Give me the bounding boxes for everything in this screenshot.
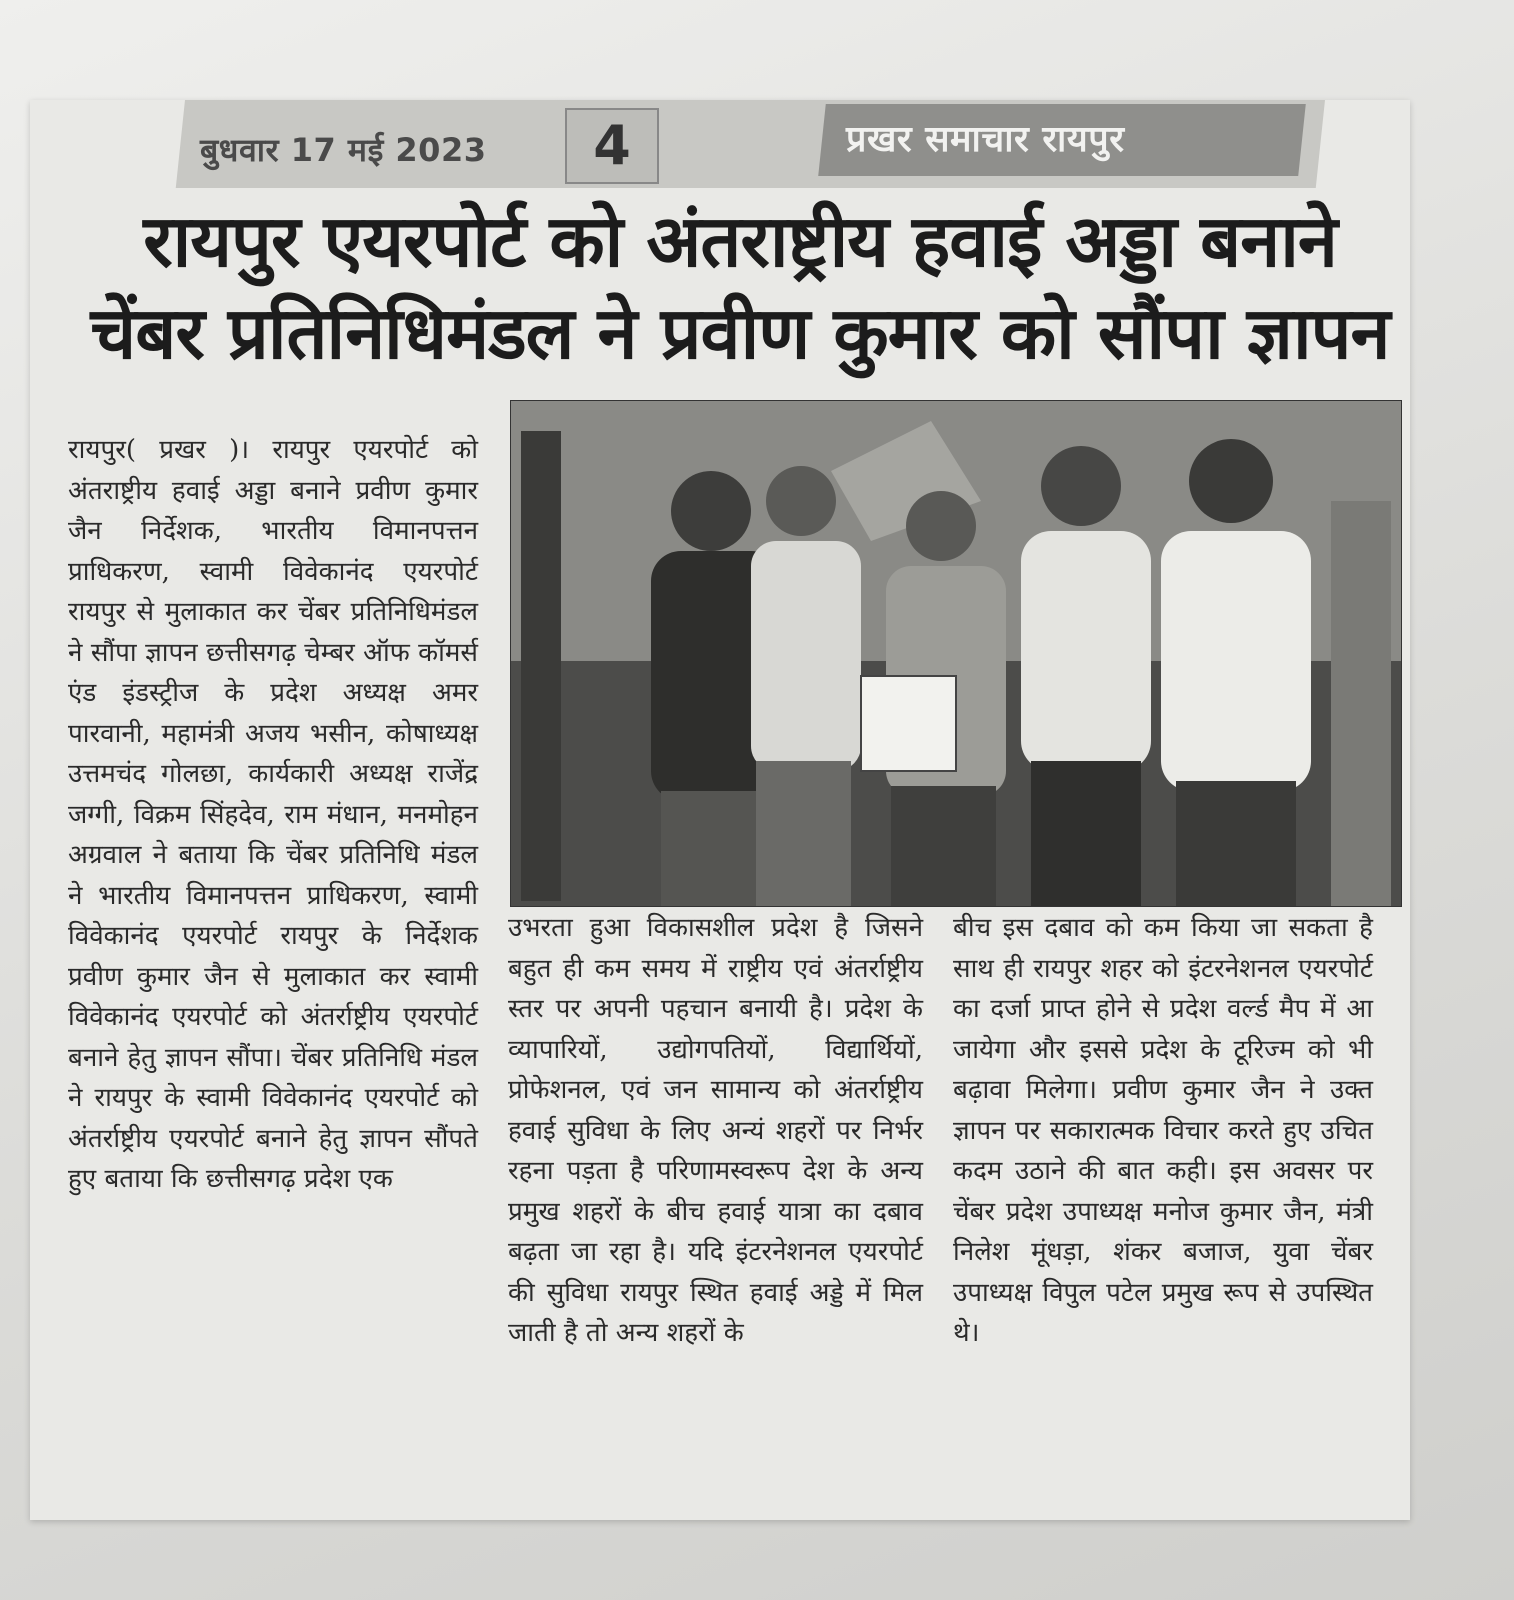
article-column-3: बीच इस दबाव को कम किया जा सकता है साथ ही रायपुर शहर को इंटरनेशनल एयरपोर्ट का दर्जा प्राप्त होने से प्रदेश वर्ल्ड मैप में आ जायेगा और इससे प्रदेश के टूरिज्म को भी बढ़ावा मिलेगा। प्रवीण कुमार जैन ने उक्त ज्ञापन पर सकारात्मक विचार करते हुए उचित कदम उठाने की बात कही। इस अवसर पर चेंबर प्रदेश उपाध्यक्ष मनोज कुमार जैन, मंत्री निलेश मूंधड़ा, शंकर बजाज, युवा चेंबर उपाध्यक्ष विपुल पटेल प्रमुख रूप से उपस्थित थे। bbox=[953, 913, 1373, 1348]
headline-line-1: रायपुर एयरपोर्ट को अंतराष्ट्रीय हवाई अड्डा बनाने bbox=[143, 199, 1337, 283]
page-number: 4 bbox=[565, 108, 659, 184]
issue-date: बुधवार 17 मई 2023 bbox=[200, 131, 487, 169]
article-column-2: उभरता हुआ विकासशील प्रदेश है जिसने बहुत ही कम समय में राष्ट्रीय एवं अंतर्राष्ट्रीय स्तर पर अपनी पहचान बनायी है। प्रदेश के व्यापारियों, उद्योगपतियों, विद्यार्थियों, प्रोफेशनल, एवं जन सामान्य को अंतर्राष्ट्रीय हवाई सुविधा के लिए अन्यं शहरों पर निर्भर रहना पड़ता है परिणामस्वरूप देश के अन्य प्रमुख शहरों के बीच हवाई यात्रा का दबाव बढ़ता जा रहा है। यदि इंटरनेशनल एयरपोर्ट की सुविधा रायपुर स्थित हवाई अड्डे में मिल जाती है तो अन्य शहरों के bbox=[508, 913, 923, 1348]
news-photo bbox=[510, 400, 1402, 907]
headline bbox=[70, 195, 1410, 379]
article-column-1: रायपुर( प्रखर )। रायपुर एयरपोर्ट को अंतराष्ट्रीय हवाई अड्डा बनाने प्रवीण कुमार जैन निर्देशक, भारतीय विमानपत्तन प्राधिकरण, स्वामी विवेकानंद एयरपोर्ट रायपुर से मुलाकात कर चेंबर प्रतिनिधिमंडल ने सौंपा ज्ञापन छत्तीसगढ़ चेम्बर ऑफ कॉमर्स एंड इंडस्ट्रीज के प्रदेश अध्यक्ष अमर पारवानी, महामंत्री अजय भसीन, कोषाध्यक्ष उत्तमचंद गोलछा, कार्यकारी अध्यक्ष राजेंद्र जग्गी, विक्रम सिंहदेव, राम मंधान, मनमोहन अग्रवाल ने बताया कि चेंबर प्रतिनिधि मंडल ने भारतीय विमानपत्तन प्राधिकरण, स्वामी विवेकानंद एयरपोर्ट रायपुर के निर्देशक प्रवीण कुमार जैन से मुलाकात कर स्वामी विवेकानंद एयरपोर्ट को अंतर्राष्ट्रीय एयरपोर्ट बनाने हेतु ज्ञापन सौंपा। चेंबर प्रतिनिधि मंडल ने रायपुर के स्वामी विवेकानंद एयरपोर्ट को अंतर्राष्ट्रीय एयरपोर्ट बनाने हेतु ज्ञापन सौंपते हुए बताया कि छत्तीसगढ़ प्रदेश एक bbox=[68, 435, 478, 1194]
newspaper-nameplate bbox=[818, 104, 1306, 176]
headline-line-2: चेंबर प्रतिनिधिमंडल ने प्रवीण कुमार को सौंपा ज्ञापन bbox=[90, 291, 1390, 375]
photo-illustration bbox=[511, 401, 1401, 906]
newspaper-name: प्रखर समाचार रायपुर bbox=[846, 119, 1125, 160]
